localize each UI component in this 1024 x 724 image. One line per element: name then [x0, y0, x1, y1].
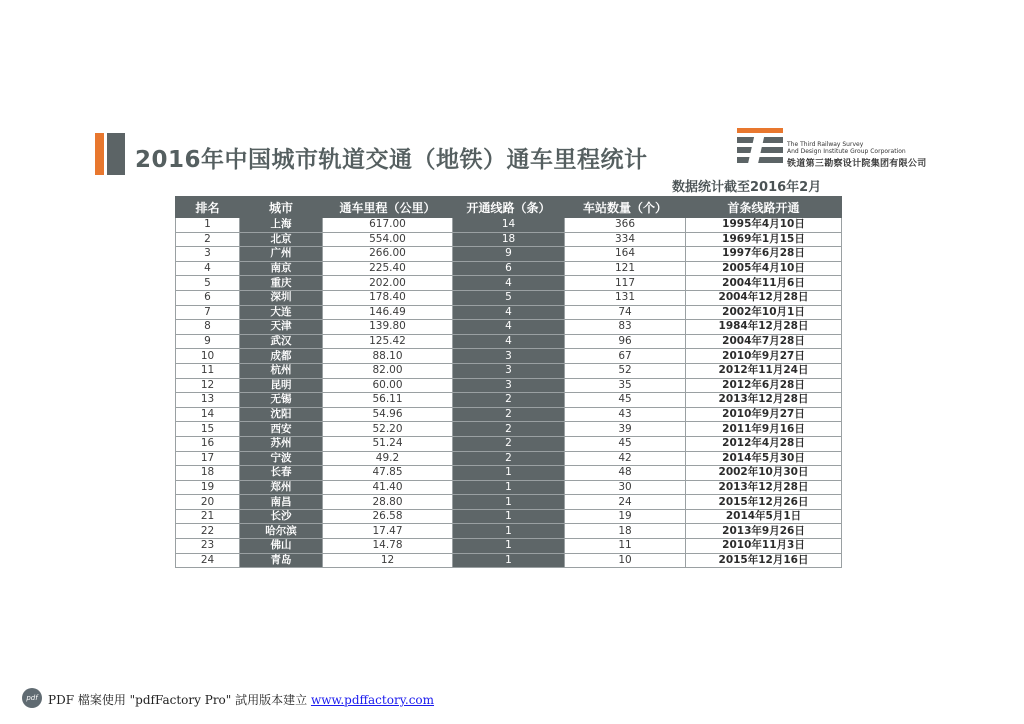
- cell-rank: 13: [176, 393, 240, 408]
- cell-city: 长春: [240, 466, 323, 481]
- cell-city: 宁波: [240, 451, 323, 466]
- table-row: [176, 539, 842, 554]
- cell-stations: 24: [565, 495, 686, 510]
- cell-stations: 42: [565, 451, 686, 466]
- header-lines: 开通线路（条）: [453, 197, 565, 218]
- cell-first-opened: 2012年6月28日: [686, 378, 842, 393]
- table-row: [176, 232, 842, 247]
- cell-city: 广州: [240, 247, 323, 262]
- table-row: [176, 509, 842, 524]
- cell-first-opened: 2013年12月28日: [686, 480, 842, 495]
- cell-rank: 19: [176, 480, 240, 495]
- cell-city: 成都: [240, 349, 323, 364]
- cell-rank: 20: [176, 495, 240, 510]
- cell-rank: 3: [176, 247, 240, 262]
- header-first-opened: 首条线路开通: [686, 197, 842, 218]
- cell-lines: 2: [453, 393, 565, 408]
- cell-mileage: 266.00: [323, 247, 453, 262]
- cell-mileage: 28.80: [323, 495, 453, 510]
- table-row: [176, 407, 842, 422]
- cell-first-opened: 1997年6月28日: [686, 247, 842, 262]
- cell-mileage: 125.42: [323, 334, 453, 349]
- logo-english-line1: The Third Railway Survey: [787, 141, 864, 148]
- cell-mileage: 49.2: [323, 451, 453, 466]
- cell-lines: 18: [453, 232, 565, 247]
- header-city: 城市: [240, 197, 323, 218]
- cell-lines: 9: [453, 247, 565, 262]
- table-row: [176, 276, 842, 291]
- cell-stations: 45: [565, 393, 686, 408]
- cell-first-opened: 2012年11月24日: [686, 363, 842, 378]
- cell-city: 深圳: [240, 290, 323, 305]
- cell-rank: 5: [176, 276, 240, 291]
- cell-stations: 30: [565, 480, 686, 495]
- table-row: [176, 290, 842, 305]
- table-row: [176, 480, 842, 495]
- cell-lines: 5: [453, 290, 565, 305]
- cell-first-opened: 2010年9月27日: [686, 349, 842, 364]
- table-row: [176, 247, 842, 262]
- cell-stations: 74: [565, 305, 686, 320]
- cell-lines: 1: [453, 480, 565, 495]
- cell-rank: 11: [176, 363, 240, 378]
- cell-city: 重庆: [240, 276, 323, 291]
- cell-rank: 22: [176, 524, 240, 539]
- table-row: [176, 524, 842, 539]
- page-title: 2016年中国城市轨道交通（地铁）通车里程统计: [135, 147, 648, 173]
- cell-rank: 16: [176, 436, 240, 451]
- cell-lines: 1: [453, 466, 565, 481]
- cell-lines: 2: [453, 451, 565, 466]
- table-header-row: [176, 197, 842, 218]
- cell-lines: 1: [453, 495, 565, 510]
- logo-mark-icon: [737, 128, 783, 168]
- cell-lines: 2: [453, 436, 565, 451]
- cell-stations: 164: [565, 247, 686, 262]
- cell-city: 南昌: [240, 495, 323, 510]
- cell-city: 长沙: [240, 509, 323, 524]
- cell-stations: 366: [565, 218, 686, 233]
- cell-mileage: 56.11: [323, 393, 453, 408]
- cell-first-opened: 2011年9月16日: [686, 422, 842, 437]
- cell-lines: 3: [453, 378, 565, 393]
- cell-rank: 9: [176, 334, 240, 349]
- cell-city: 北京: [240, 232, 323, 247]
- metro-mileage-table: [175, 196, 842, 568]
- cell-stations: 117: [565, 276, 686, 291]
- cell-mileage: 139.80: [323, 320, 453, 335]
- cell-lines: 2: [453, 422, 565, 437]
- cell-city: 无锡: [240, 393, 323, 408]
- cell-stations: 39: [565, 422, 686, 437]
- table-row: [176, 261, 842, 276]
- table-row: [176, 349, 842, 364]
- cell-first-opened: 2004年11月6日: [686, 276, 842, 291]
- cell-rank: 8: [176, 320, 240, 335]
- cell-first-opened: 1995年4月10日: [686, 218, 842, 233]
- cell-mileage: 60.00: [323, 378, 453, 393]
- cell-mileage: 12: [323, 553, 453, 568]
- table-row: [176, 320, 842, 335]
- cell-mileage: 51.24: [323, 436, 453, 451]
- cell-city: 苏州: [240, 436, 323, 451]
- statistics-date: 数据统计截至2016年2月: [672, 180, 822, 195]
- table-body: [176, 218, 842, 568]
- cell-first-opened: 2015年12月26日: [686, 495, 842, 510]
- cell-mileage: 146.49: [323, 305, 453, 320]
- cell-first-opened: 2015年12月16日: [686, 553, 842, 568]
- cell-first-opened: 2004年7月28日: [686, 334, 842, 349]
- cell-mileage: 17.47: [323, 524, 453, 539]
- cell-mileage: 41.40: [323, 480, 453, 495]
- cell-city: 南京: [240, 261, 323, 276]
- cell-lines: 3: [453, 363, 565, 378]
- table-row: [176, 495, 842, 510]
- cell-city: 大连: [240, 305, 323, 320]
- cell-city: 佛山: [240, 539, 323, 554]
- cell-lines: 1: [453, 509, 565, 524]
- title-gray-bar: [107, 133, 125, 175]
- cell-mileage: 52.20: [323, 422, 453, 437]
- cell-lines: 1: [453, 553, 565, 568]
- cell-city: 昆明: [240, 378, 323, 393]
- cell-stations: 35: [565, 378, 686, 393]
- cell-stations: 131: [565, 290, 686, 305]
- table-row: [176, 553, 842, 568]
- cell-mileage: 617.00: [323, 218, 453, 233]
- table-row: [176, 218, 842, 233]
- cell-stations: 18: [565, 524, 686, 539]
- table-row: [176, 422, 842, 437]
- cell-first-opened: 2004年12月28日: [686, 290, 842, 305]
- cell-city: 哈尔滨: [240, 524, 323, 539]
- cell-mileage: 14.78: [323, 539, 453, 554]
- cell-rank: 18: [176, 466, 240, 481]
- cell-first-opened: 2014年5月30日: [686, 451, 842, 466]
- cell-rank: 15: [176, 422, 240, 437]
- cell-first-opened: 2013年12月28日: [686, 393, 842, 408]
- cell-city: 沈阳: [240, 407, 323, 422]
- cell-stations: 96: [565, 334, 686, 349]
- cell-lines: 4: [453, 334, 565, 349]
- cell-rank: 24: [176, 553, 240, 568]
- cell-city: 西安: [240, 422, 323, 437]
- table-row: [176, 393, 842, 408]
- cell-lines: 1: [453, 524, 565, 539]
- cell-city: 天津: [240, 320, 323, 335]
- cell-city: 杭州: [240, 363, 323, 378]
- cell-stations: 43: [565, 407, 686, 422]
- table-row: [176, 378, 842, 393]
- cell-first-opened: 2010年9月27日: [686, 407, 842, 422]
- cell-mileage: 26.58: [323, 509, 453, 524]
- cell-city: 武汉: [240, 334, 323, 349]
- company-logo: [737, 128, 947, 168]
- cell-stations: 48: [565, 466, 686, 481]
- cell-lines: 14: [453, 218, 565, 233]
- cell-first-opened: 2002年10月1日: [686, 305, 842, 320]
- cell-city: 郑州: [240, 480, 323, 495]
- cell-first-opened: 2013年9月26日: [686, 524, 842, 539]
- cell-rank: 7: [176, 305, 240, 320]
- cell-stations: 121: [565, 261, 686, 276]
- cell-mileage: 178.40: [323, 290, 453, 305]
- cell-rank: 6: [176, 290, 240, 305]
- cell-mileage: 54.96: [323, 407, 453, 422]
- table-row: [176, 466, 842, 481]
- cell-lines: 1: [453, 539, 565, 554]
- cell-first-opened: 2014年5月1日: [686, 509, 842, 524]
- cell-first-opened: 2005年4月10日: [686, 261, 842, 276]
- cell-rank: 1: [176, 218, 240, 233]
- cell-stations: 67: [565, 349, 686, 364]
- cell-lines: 2: [453, 407, 565, 422]
- cell-first-opened: 1984年12月28日: [686, 320, 842, 335]
- footer-text-wrap: [48, 691, 434, 708]
- pdf-icon: pdf: [22, 688, 42, 708]
- cell-lines: 4: [453, 320, 565, 335]
- cell-rank: 10: [176, 349, 240, 364]
- cell-mileage: 47.85: [323, 466, 453, 481]
- cell-rank: 21: [176, 509, 240, 524]
- header-mileage: 通车里程（公里）: [323, 197, 453, 218]
- cell-rank: 12: [176, 378, 240, 393]
- cell-mileage: 225.40: [323, 261, 453, 276]
- cell-city: 上海: [240, 218, 323, 233]
- cell-mileage: 88.10: [323, 349, 453, 364]
- logo-english-line2: And Design Institute Group Corporation: [787, 148, 906, 155]
- cell-mileage: 202.00: [323, 276, 453, 291]
- cell-stations: 52: [565, 363, 686, 378]
- table-row: [176, 363, 842, 378]
- table-row: [176, 451, 842, 466]
- footer-link[interactable]: www.pdffactory.com: [310, 693, 435, 707]
- cell-lines: 4: [453, 305, 565, 320]
- header-stations: 车站数量（个）: [565, 197, 686, 218]
- cell-first-opened: 2010年11月3日: [686, 539, 842, 554]
- cell-lines: 4: [453, 276, 565, 291]
- header-rank: 排名: [176, 197, 240, 218]
- cell-rank: 17: [176, 451, 240, 466]
- cell-mileage: 554.00: [323, 232, 453, 247]
- cell-city: 青岛: [240, 553, 323, 568]
- cell-first-opened: 1969年1月15日: [686, 232, 842, 247]
- cell-rank: 14: [176, 407, 240, 422]
- cell-rank: 2: [176, 232, 240, 247]
- table-row: [176, 305, 842, 320]
- cell-stations: 334: [565, 232, 686, 247]
- cell-lines: 6: [453, 261, 565, 276]
- table-row: [176, 436, 842, 451]
- cell-lines: 3: [453, 349, 565, 364]
- footer-text: PDF 檔案使用 "pdfFactory Pro" 試用版本建立: [48, 693, 311, 707]
- cell-mileage: 82.00: [323, 363, 453, 378]
- cell-stations: 11: [565, 539, 686, 554]
- cell-stations: 10: [565, 553, 686, 568]
- table-row: [176, 334, 842, 349]
- cell-rank: 23: [176, 539, 240, 554]
- cell-first-opened: 2002年10月30日: [686, 466, 842, 481]
- cell-stations: 83: [565, 320, 686, 335]
- cell-stations: 19: [565, 509, 686, 524]
- logo-chinese-name: 铁道第三勘察设计院集团有限公司: [787, 159, 927, 169]
- cell-first-opened: 2012年4月28日: [686, 436, 842, 451]
- cell-stations: 45: [565, 436, 686, 451]
- cell-rank: 4: [176, 261, 240, 276]
- title-accent-bar: [95, 133, 104, 175]
